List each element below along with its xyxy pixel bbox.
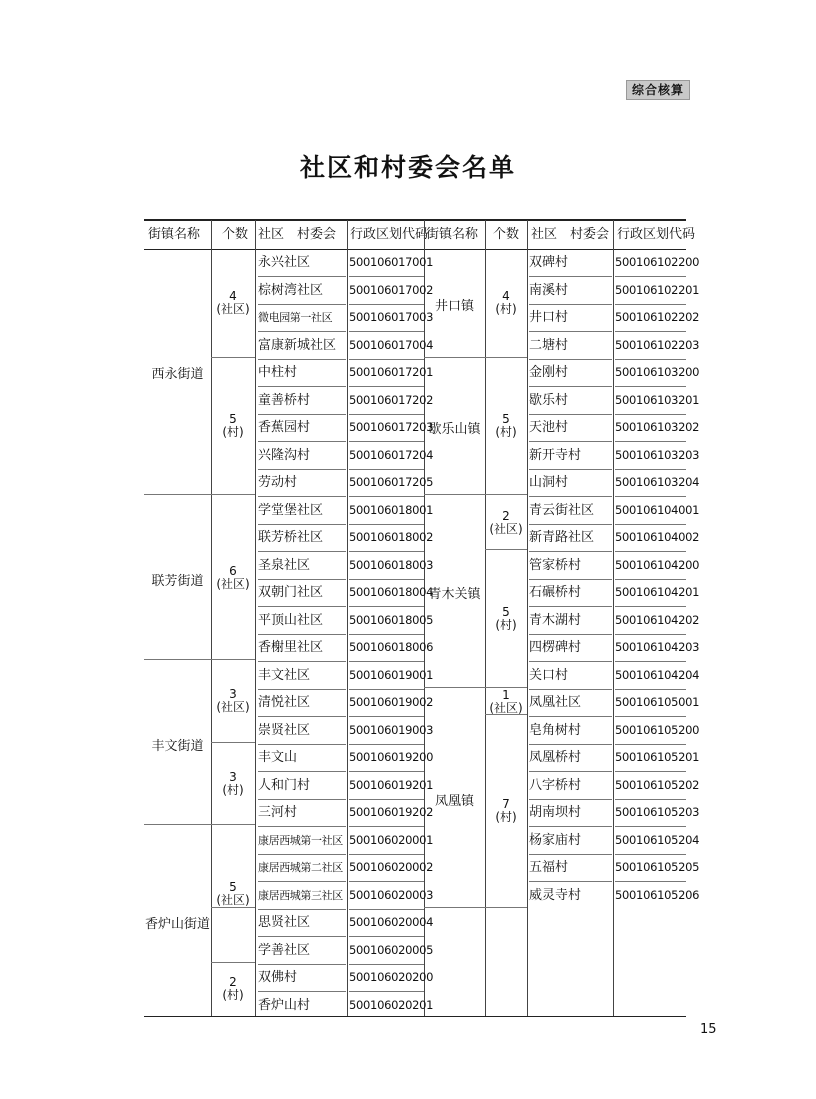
row-code: 500106104200 [615,552,686,580]
row-code: 500106017204 [349,442,424,470]
row-name: 丰文山 [258,744,346,772]
row-code: 500106102202 [615,304,686,332]
count-cell [211,413,255,439]
row-name: 康居西城第二社区 [258,854,346,882]
row-code: 500106105202 [615,772,686,800]
row-code: 500106019201 [349,772,424,800]
column-divider [255,220,256,1016]
street-separator [144,659,255,660]
row-code: 500106105206 [615,888,700,902]
row-name: 天池村 [529,414,612,442]
count-unit: (村) [495,302,517,316]
row-code: 500106017201 [349,359,424,387]
count-number: 5 [502,605,510,619]
row-code: 500106019002 [349,689,424,717]
row-name: 清悦社区 [258,689,346,717]
town-separator [424,687,527,688]
row-code: 500106018002 [349,524,424,552]
row-name: 康居西城第一社区 [258,827,346,855]
row-name: 圣泉社区 [258,552,346,580]
count-cell [211,290,255,316]
row-code: 500106103202 [615,414,686,442]
row-code: 500106019202 [349,799,424,827]
row-name: 威灵寺村 [529,888,582,903]
header-count: 个数 [222,227,249,242]
row-name: 永兴社区 [258,249,346,277]
count-unit: (村) [495,810,517,824]
row-code: 500106017202 [349,387,424,415]
count-number: 2 [229,975,237,989]
row-name: 兴隆沟村 [258,442,346,470]
count-cell [485,606,527,632]
row-code: 500106104001 [615,497,686,525]
row-code: 500106103201 [615,387,686,415]
row-name: 新青路社区 [529,524,612,552]
row-code: 500106017004 [349,332,424,360]
town-name: 歇乐山镇 [428,422,481,437]
row-code: 500106018003 [349,552,424,580]
row-name: 皂角树村 [529,717,612,745]
count-cell [211,771,255,797]
row-code: 500106020200 [349,964,424,992]
row-name: 棕树湾社区 [258,277,346,305]
row-name: 联芳桥社区 [258,524,346,552]
town-separator [424,357,527,358]
header-community-village: 社区 村委会 [258,227,337,242]
row-code: 500106104203 [615,634,686,662]
page-title: 社区和村委会名单 [299,153,516,182]
row-name: 杨家庙村 [529,827,612,855]
header-count-right: 个数 [493,227,520,242]
row-code: 500106103204 [615,469,686,497]
count-unit: (村) [495,425,517,439]
row-code: 500106105203 [615,799,686,827]
row-name: 学善社区 [258,937,346,965]
row-code: 500106018001 [349,497,424,525]
count-separator [211,962,255,963]
count-number: 7 [502,797,510,811]
count-unit: (社区) [216,700,250,714]
row-name: 双朝门社区 [258,579,346,607]
count-cell [485,510,527,536]
column-divider [613,220,614,1016]
row-code: 500106018005 [349,607,424,635]
row-name: 香蕉园村 [258,414,346,442]
street-name: 香炉山街道 [144,917,210,932]
row-name: 新开寺村 [529,442,612,470]
row-name: 康居西城第三社区 [258,882,346,910]
count-number: 5 [502,412,510,426]
row-name: 凤凰社区 [529,689,612,717]
row-name: 人和门村 [258,772,346,800]
row-code: 500106017003 [349,304,424,332]
row-name: 歇乐村 [529,387,612,415]
count-number: 4 [229,289,237,303]
count-cell [211,881,255,907]
count-cell [485,689,527,715]
count-cell [211,565,255,591]
row-name: 香榭里社区 [258,634,346,662]
row-name: 丰文社区 [258,662,346,690]
row-code: 500106020201 [349,998,434,1012]
row-code: 500106020003 [349,882,424,910]
count-number: 2 [502,509,510,523]
row-code: 500106020002 [349,854,424,882]
count-number: 5 [229,880,237,894]
header-community-village-right: 社区 村委会 [531,227,610,242]
town-name: 凤凰镇 [434,794,474,809]
row-code: 500106017203 [349,414,424,442]
row-name: 三河村 [258,799,346,827]
count-number: 1 [502,688,510,702]
row-code: 500106019001 [349,662,424,690]
row-name: 八字桥村 [529,772,612,800]
street-name: 联芳街道 [151,574,204,589]
row-code: 500106103203 [615,442,686,470]
row-name: 四楞碑村 [529,634,612,662]
row-name: 金刚村 [529,359,612,387]
count-unit: (社区) [216,577,250,591]
row-code: 500106105201 [615,744,686,772]
row-name: 胡南坝村 [529,799,612,827]
town-separator [424,907,527,908]
row-code: 500106018004 [349,579,424,607]
count-cell [485,413,527,439]
count-unit: (社区) [216,302,250,316]
row-name: 劳动村 [258,469,346,497]
count-cell [211,688,255,714]
row-name: 平顶山社区 [258,607,346,635]
count-unit: (村) [222,783,244,797]
count-cell [211,976,255,1002]
row-name: 凤凰桥村 [529,744,612,772]
count-cell [485,798,527,824]
row-code: 500106103200 [615,359,686,387]
count-unit: (村) [222,988,244,1002]
row-code: 500106104201 [615,579,686,607]
row-name: 学堂堡社区 [258,497,346,525]
row-name: 富康新城社区 [258,332,346,360]
row-code: 500106102200 [615,249,686,277]
count-number: 4 [502,289,510,303]
header-admin-code-right: 行政区划代码 [617,227,696,242]
town-name: 青木关镇 [428,587,481,602]
count-unit: (村) [222,425,244,439]
street-separator [144,494,255,495]
count-unit: (社区) [489,522,523,536]
count-unit: (社区) [489,701,523,715]
count-number: 5 [229,412,237,426]
header-street-name: 街镇名称 [148,227,201,242]
row-code: 500106020005 [349,937,424,965]
row-code: 500106019003 [349,717,424,745]
count-unit: (村) [495,618,517,632]
row-name: 崇贤社区 [258,717,346,745]
row-name: 二塘村 [529,332,612,360]
row-name: 南溪村 [529,277,612,305]
row-name: 石碾桥村 [529,579,612,607]
row-name: 微电园第一社区 [258,304,346,332]
count-number: 3 [229,770,237,784]
count-separator [211,742,255,743]
row-name: 井口村 [529,304,612,332]
row-name: 双碑村 [529,249,612,277]
section-tag: 综合核算 [626,80,690,100]
row-name: 五福村 [529,854,612,882]
row-code: 500106020004 [349,909,424,937]
row-code: 500106017002 [349,277,424,305]
town-name: 井口镇 [434,299,474,314]
row-name: 关口村 [529,662,612,690]
row-code: 500106104202 [615,607,686,635]
row-name: 管家桥村 [529,552,612,580]
count-unit: (社区) [216,893,250,907]
row-code: 500106105205 [615,854,686,882]
header-town-name: 街镇名称 [426,227,479,242]
row-code: 500106105001 [615,689,686,717]
count-separator [211,357,255,358]
row-code: 500106020001 [349,827,424,855]
row-name: 中柱村 [258,359,346,387]
street-separator [144,824,255,825]
row-code: 500106102203 [615,332,686,360]
row-name: 香炉山村 [258,998,311,1013]
count-number: 6 [229,564,237,578]
count-separator [211,907,255,908]
count-separator [485,549,527,550]
row-name: 双佛村 [258,964,346,992]
page-number: 15 [700,1022,717,1037]
row-name: 童善桥村 [258,387,346,415]
column-divider [347,220,348,1016]
row-code: 500106019200 [349,744,424,772]
row-name: 青木湖村 [529,607,612,635]
street-name: 丰文街道 [151,739,204,754]
street-name: 西永街道 [151,367,204,382]
row-name: 青云街社区 [529,497,612,525]
row-code: 500106017001 [349,249,424,277]
row-code: 500106105200 [615,717,686,745]
count-cell [485,290,527,316]
header-admin-code: 行政区划代码 [350,227,429,242]
row-code: 500106104002 [615,524,686,552]
row-code: 500106105204 [615,827,686,855]
column-divider [527,220,528,1016]
row-code: 500106018006 [349,634,424,662]
row-code: 500106017205 [349,469,424,497]
town-separator [424,494,527,495]
row-name: 山洞村 [529,469,612,497]
count-number: 3 [229,687,237,701]
row-code: 500106102201 [615,277,686,305]
row-name: 思贤社区 [258,909,346,937]
row-code: 500106104204 [615,662,686,690]
